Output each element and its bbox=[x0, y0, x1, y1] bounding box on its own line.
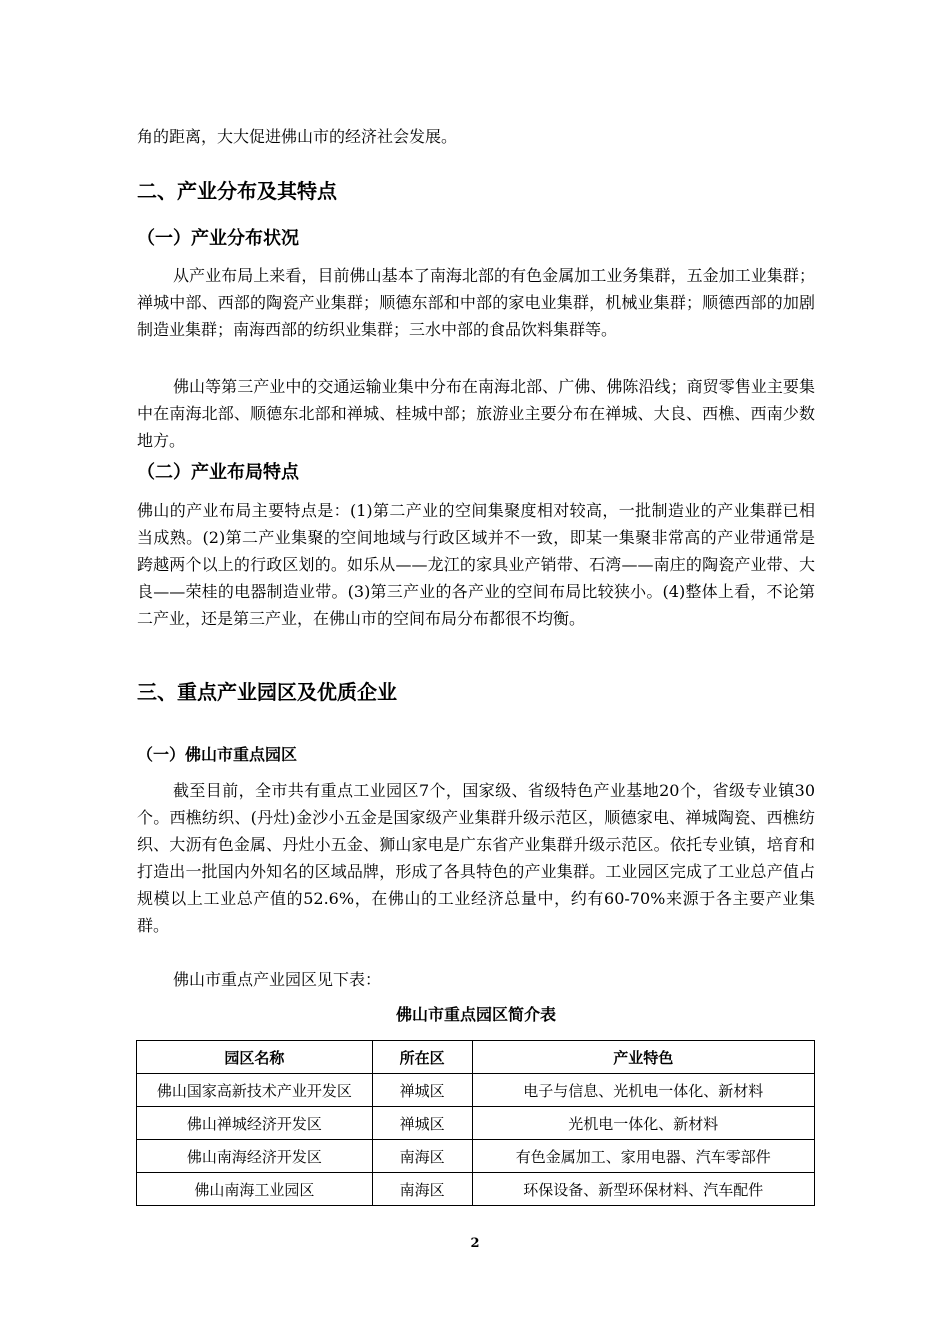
paragraph-tertiary-distribution: 佛山等第三产业中的交通运输业集中分布在南海北部、广佛、佛陈沿线；商贸零售业主要集中在南海北部、顺德东北部和禅城、桂城中部；旅游业主要分布在禅城、大良、西樵、西南少数地方。 bbox=[137, 377, 815, 450]
table-row bbox=[137, 1140, 815, 1173]
table-row bbox=[137, 1107, 815, 1140]
cell-industry-feature: 有色金属加工、家用电器、汽车零部件 bbox=[472, 1140, 815, 1173]
cell-industry-feature: 光机电一体化、新材料 bbox=[472, 1107, 815, 1140]
paragraph-key-parks: 截至目前，全市共有重点工业园区7个，国家级、省级特色产业基地20个，省级专业镇30个。西樵纺织、(丹灶)金沙小五金是国家级产业集群升级示范区，顺德家电、禅城陶瓷、西樵纺织、大沥有色金属、丹灶小五金、狮山家电是广东省产业集群升级示范区。依托专业镇，培育和打造出一批国内外知名的区域品牌，形成了各具特色的产业集群。工业园区完成了工业总产值占规模以上工业总产值的52.6%，在佛山的工业经济总量中，约有60-70%来源于各主要产业集群。 bbox=[137, 781, 815, 935]
subsection-heading-3-1: （一）佛山市重点园区 bbox=[137, 745, 298, 764]
cell-park-name: 佛山禅城经济开发区 bbox=[137, 1107, 373, 1140]
cell-park-name: 佛山南海工业园区 bbox=[137, 1173, 373, 1206]
cell-park-name: 佛山南海经济开发区 bbox=[137, 1140, 373, 1173]
continued-paragraph: 角的距离，大大促进佛山市的经济社会发展。 bbox=[137, 127, 458, 146]
table-header-row bbox=[137, 1041, 815, 1074]
table-row bbox=[137, 1074, 815, 1107]
table-caption: 佛山市重点园区简介表 bbox=[395, 1005, 556, 1024]
table-row bbox=[137, 1173, 815, 1206]
paragraph-table-intro: 佛山市重点产业园区见下表： bbox=[173, 970, 382, 989]
paragraph-layout-features: 佛山的产业布局主要特点是：(1)第二产业的空间集聚度相对较高，一批制造业的产业集群已相当成熟。(2)第二产业集聚的空间地域与行政区域并不一致，即某一集聚非常高的产业带通常是跨越两个以上的行政区划的。如乐从——龙江的家具业产销带、石湾——南庄的陶瓷产业带、大良——荣桂的电器制造业带。(3)第三产业的各产业的空间布局比较狭小。(4)整体上看，不论第二产业，还是第三产业，在佛山市的空间布局分布都很不均衡。 bbox=[137, 501, 815, 628]
section-heading-3: 三、重点产业园区及优质企业 bbox=[137, 680, 397, 704]
subsection-heading-2-1: （一）产业分布状况 bbox=[137, 228, 299, 249]
page-number: 2 bbox=[470, 1236, 480, 1251]
subsection-heading-2-2: （二）产业布局特点 bbox=[137, 462, 299, 483]
cell-industry-feature: 电子与信息、光机电一体化、新材料 bbox=[472, 1074, 815, 1107]
key-parks-table bbox=[136, 1040, 815, 1206]
cell-district: 禅城区 bbox=[372, 1074, 472, 1107]
section-heading-2: 二、产业分布及其特点 bbox=[137, 179, 337, 203]
cell-district: 南海区 bbox=[372, 1173, 472, 1206]
paragraph-industry-distribution: 从产业布局上来看，目前佛山基本了南海北部的有色金属加工业务集群，五金加工业集群；禅城中部、西部的陶瓷产业集群；顺德东部和中部的家电业集群，机械业集群；顺德西部的加剧制造业集群；南海西部的纺织业集群；三水中部的食品饮料集群等。 bbox=[137, 266, 815, 339]
cell-district: 禅城区 bbox=[372, 1107, 472, 1140]
cell-industry-feature: 环保设备、新型环保材料、汽车配件 bbox=[472, 1173, 815, 1206]
cell-district: 南海区 bbox=[372, 1140, 472, 1173]
cell-park-name: 佛山国家高新技术产业开发区 bbox=[137, 1074, 373, 1107]
header-park-name: 园区名称 bbox=[137, 1041, 373, 1074]
header-industry-feature: 产业特色 bbox=[472, 1041, 815, 1074]
header-district: 所在区 bbox=[372, 1041, 472, 1074]
